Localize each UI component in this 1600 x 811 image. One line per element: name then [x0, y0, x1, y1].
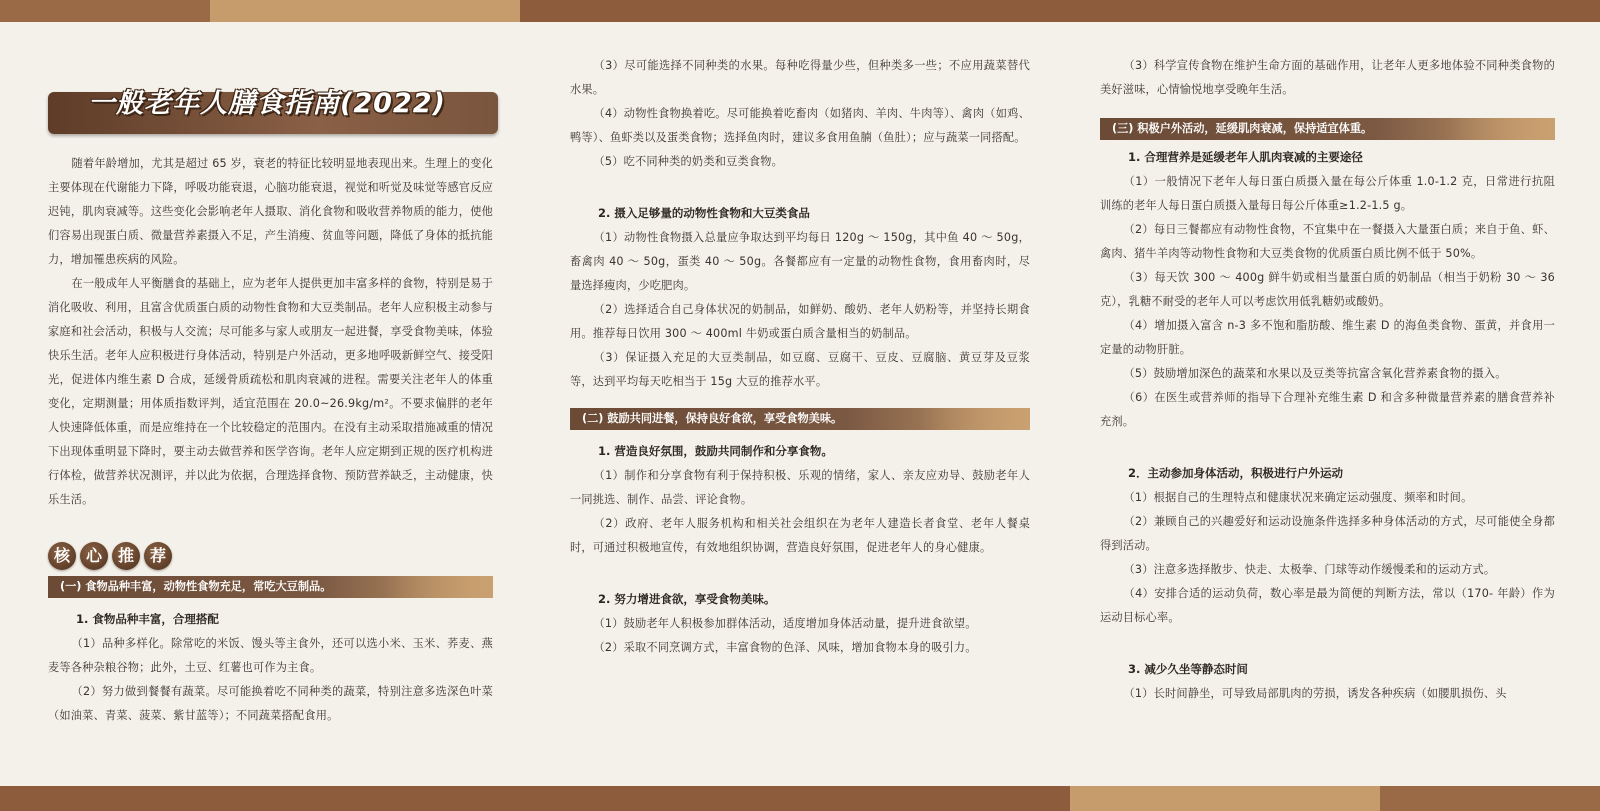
- column-middle: [570, 22, 1030, 660]
- paragraph: （2）采取不同烹调方式，丰富食物的色泽、风味，增加食物本身的吸引力。: [593, 641, 977, 654]
- paragraph: （1）动物性食物摄入总量应争取达到平均每日 120g ～ 150g，其中鱼 40 ～ 50g，畜禽肉 40 ～ 50g，蛋类 40 ～ 50g。各餐都应有一定量的动物性食物，食用畜肉时，尽量选择瘦肉，少吃肥肉。: [570, 231, 1030, 292]
- paragraph: （5）吃不同种类的奶类和豆类食物。: [593, 155, 784, 168]
- bottom-decorative-band: [0, 786, 1600, 811]
- subheading-1-1: 1. 食物品种丰富，合理搭配: [76, 612, 219, 626]
- top-decorative-band: [0, 0, 1600, 22]
- paragraph: （4）动物性食物换着吃。尽可能换着吃畜肉（如猪肉、羊肉、牛肉等）、禽肉（如鸡、鸭等）、鱼虾类以及蛋类食物；选择鱼肉时，建议多食用鱼腩（鱼肚）；应与蔬菜一同搭配。: [570, 107, 1030, 144]
- paragraph: （6）在医生或营养师的指导下合理补充维生素 D 和含多种微量营养素的膳食营养补充剂。: [1100, 391, 1555, 428]
- section-1-header: (一) 食物品种丰富，动物性食物充足，常吃大豆制品。: [48, 576, 493, 598]
- subheading-3-3: 3. 减少久坐等静态时间: [1128, 662, 1248, 676]
- paragraph: （4）增加摄入富含 n-3 多不饱和脂肪酸、维生素 D 的海鱼类食物、蛋黄，并食用一定量的动物肝脏。: [1100, 319, 1555, 356]
- paragraph: （1）品种多样化。除常吃的米饭、馒头等主食外，还可以选小米、玉米、荞麦、燕麦等各种杂粮谷物；此外，土豆、红薯也可作为主食。: [48, 637, 493, 674]
- paragraph: （4）安排合适的运动负荷，数心率是最为简便的判断方法，常以（170- 年龄）作为运动目标心率。: [1100, 587, 1555, 624]
- page-title: 一般老年人膳食指南(2022): [88, 88, 446, 119]
- section-3-header: (三) 积极户外活动，延缓肌肉衰减，保持适宜体重。: [1100, 118, 1555, 140]
- subheading-3-1: 1. 合理营养是延缓老年人肌肉衰减的主要途径: [1128, 150, 1363, 164]
- paragraph: （3）保证摄入充足的大豆类制品，如豆腐、豆腐干、豆皮、豆腐脑、黄豆芽及豆浆等，达到平均每天吃相当于 15g 大豆的推荐水平。: [570, 351, 1030, 388]
- intro-paragraph-1: 随着年龄增加，尤其是超过 65 岁，衰老的特征比较明显地表现出来。生理上的变化主要体现在代谢能力下降，呼吸功能衰退，心脑功能衰退，视觉和听觉及味觉等感官反应迟钝，肌肉衰减等。这些变化会影响老年人摄取、消化食物和吸收营养物质的能力，使他们容易出现蛋白质、微量营养素摄入不足，产生消瘦、贫血等问题，降低了身体的抵抗能力，增加罹患疾病的风险。: [48, 157, 493, 266]
- paragraph: （2）选择适合自己身体状况的奶制品，如鲜奶、酸奶、老年人奶粉等，并坚持长期食用。推荐每日饮用 300 ～ 400ml 牛奶或蛋白质含量相当的奶制品。: [570, 303, 1030, 340]
- paragraph: （1）制作和分享食物有利于保持积极、乐观的情绪，家人、亲友应劝导、鼓励老年人一同挑选、制作、品尝、评论食物。: [570, 469, 1030, 506]
- core-char-2: 心: [80, 542, 108, 570]
- paragraph: （5）鼓励增加深色的蔬菜和水果以及豆类等抗富含氧化营养素食物的摄入。: [1123, 367, 1507, 380]
- subheading-1-2: 2. 摄入足够量的动物性食物和大豆类食品: [598, 206, 810, 220]
- paragraph: （2）政府、老年人服务机构和相关社会组织在为老年人建造长者食堂、老年人餐桌时，可通过积极地宣传，有效地组织协调，营造良好氛围，促进老年人的身心健康。: [570, 517, 1030, 554]
- paragraph: （1）鼓励老年人积极参加群体活动，适度增加身体活动量，提升进食欲望。: [593, 617, 977, 630]
- core-char-4: 荐: [144, 542, 172, 570]
- paragraph: （1）长时间静坐，可导致局部肌肉的劳损，诱发各种疾病（如腰肌损伤、头: [1123, 687, 1507, 700]
- paragraph: （2）兼顾自己的兴趣爱好和运动设施条件选择多种身体活动的方式，尽可能使全身都得到活动。: [1100, 515, 1555, 552]
- section-2-header: (二) 鼓励共同进餐，保持良好食欲，享受食物美味。: [570, 408, 1030, 430]
- core-recommendation-heading: [48, 542, 493, 570]
- subheading-2-2: 2. 努力增进食欲，享受食物美味。: [598, 592, 776, 606]
- subheading-2-1: 1. 营造良好氛围，鼓励共同制作和分享食物。: [598, 444, 833, 458]
- paragraph: （1）一般情况下老年人每日蛋白质摄入量在每公斤体重 1.0-1.2 克，日常进行抗阻训练的老年人每日蛋白质摄入量每日每公斤体重≥1.2-1.5 g。: [1100, 175, 1555, 212]
- paragraph: （2）每日三餐都应有动物性食物，不宜集中在一餐摄入大量蛋白质；来自于鱼、虾、禽肉、猪牛羊肉等动物性食物和大豆类食物的优质蛋白质比例不低于 50%。: [1100, 223, 1555, 260]
- paragraph: （3）注意多选择散步、快走、太极拳、门球等动作缓慢柔和的运动方式。: [1123, 563, 1496, 576]
- paragraph: （1）根据自己的生理特点和健康状况来确定运动强度、频率和时间。: [1123, 491, 1473, 504]
- core-char-3: 推: [112, 542, 140, 570]
- column-right: [1100, 22, 1555, 706]
- paragraph: （3）每天饮 300 ～ 400g 鲜牛奶或相当量蛋白质的奶制品（相当于奶粉 30 ～ 36 克），乳糖不耐受的老年人可以考虑饮用低乳糖奶或酸奶。: [1100, 271, 1555, 308]
- paragraph: （3）科学宣传食物在维护生命方面的基础作用，让老年人更多地体验不同种类食物的美好滋味，心情愉悦地享受晚年生活。: [1100, 59, 1555, 96]
- paragraph: （3）尽可能选择不同种类的水果。每种吃得量少些，但种类多一些；不应用蔬菜替代水果。: [570, 59, 1030, 96]
- subheading-3-2: 2．主动参加身体活动，积极进行户外运动: [1128, 466, 1343, 480]
- intro-paragraph-2: 在一般成年人平衡膳食的基础上，应为老年人提供更加丰富多样的食物，特别是易于消化吸收、利用，且富含优质蛋白质的动物性食物和大豆类制品。老年人应积极主动参与家庭和社会活动，积极与人交流；尽可能多与家人或朋友一起进餐，享受食物美味，体验快乐生活。老年人应积极进行身体活动，特别是户外活动，更多地呼吸新鲜空气、接受阳光，促进体内维生素 D 合成，延缓骨质疏松和肌肉衰减的进程。需要关注老年人的体重变化，定期测量；用体质指数评判，适宜范围在 20.0~26.9kg/m²。不要求偏胖的老年人快速降低体重，而是应维持在一个比较稳定的范围内。在没有主动采取措施减重的情况下出现体重明显下降时，要主动去做营养和医学咨询。老年人应定期到正规的医疗机构进行体检，做营养状况测评，并以此为依据，合理选择食物、预防营养缺乏，主动健康，快乐生活。: [48, 277, 493, 506]
- core-char-1: 核: [48, 542, 76, 570]
- paragraph: （2）努力做到餐餐有蔬菜。尽可能换着吃不同种类的蔬菜，特别注意多选深色叶菜（如油菜、青菜、菠菜、紫甘蓝等）；不同蔬菜搭配食用。: [48, 685, 493, 722]
- column-left: [48, 22, 493, 728]
